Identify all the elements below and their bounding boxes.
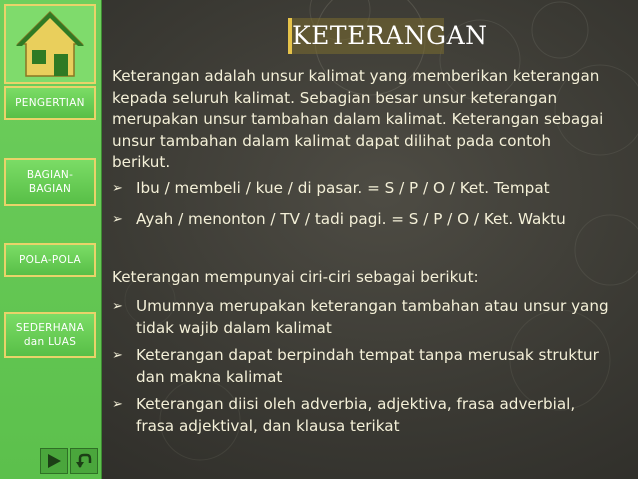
nav-pola-label: POLA-POLA <box>19 254 81 266</box>
trait-text-line2: tidak wajib dalam kalimat <box>136 318 332 337</box>
intro-line: berikut. <box>112 153 171 171</box>
bullet-arrow-icon: ➢ <box>112 180 123 196</box>
nav-pola-button[interactable] <box>4 243 96 277</box>
trait-text-line1: Keterangan diisi oleh adverbia, adjektiva, frasa adverbial, <box>136 395 576 413</box>
return-arrow-icon <box>75 452 93 470</box>
play-arrow-icon <box>45 452 63 470</box>
bullet-arrow-icon: ➢ <box>112 348 123 363</box>
trait-item <box>112 345 632 388</box>
intro-line: kepada seluruh kalimat. Sebagian besar unsur keterangan <box>112 88 558 107</box>
nav-bagian-label-line1: BAGIAN- <box>26 169 74 181</box>
nav-bagian-button[interactable] <box>4 158 96 206</box>
trait-item <box>112 296 632 339</box>
nav-sederhana-label-line2: dan LUAS <box>23 336 77 348</box>
next-slide-button[interactable] <box>40 448 68 474</box>
trait-text-line1: Keterangan dapat berpindah tempat tanpa merusak struktur <box>136 346 599 364</box>
example-text: Ayah / menonton / TV / tadi pagi. = S / P / O / Ket. Waktu <box>136 210 566 228</box>
example-item <box>112 209 632 231</box>
bullet-arrow-icon: ➢ <box>112 397 123 412</box>
nav-sederhana-button[interactable] <box>4 312 96 358</box>
example-item <box>112 178 632 200</box>
trait-text-line1: Umumnya merupakan keterangan tambahan atau unsur yang <box>136 297 609 315</box>
nav-bagian-label-line2: BAGIAN <box>28 183 72 195</box>
bullet-arrow-icon: ➢ <box>112 212 123 227</box>
example-text: Ibu / membeli / kue / di pasar. = S / P / O / Ket. Tempat <box>136 178 550 197</box>
sidebar <box>0 0 102 479</box>
nav-pengertian-button[interactable] <box>4 86 96 120</box>
intro-line: merupakan unsur tambahan dalam kalimat. Keterangan sebagai <box>112 110 604 128</box>
house-icon <box>6 6 94 82</box>
trait-text-line2: dan makna kalimat <box>136 367 283 386</box>
slide-navigation <box>40 448 98 474</box>
home-button[interactable] <box>4 4 96 84</box>
trait-text-line2: frasa adjektival, dan klausa terikat <box>136 416 400 435</box>
traits-heading: Keterangan mempunyai ciri-ciri sebagai berikut: <box>112 267 479 286</box>
nav-sederhana-label-line1: SEDERHANA <box>15 322 85 334</box>
return-button[interactable] <box>70 448 98 474</box>
intro-line: Keterangan adalah unsur kalimat yang memberikan keterangan <box>112 67 600 85</box>
intro-line: unsur tambahan dalam kalimat dapat dilihat pada contoh <box>112 131 552 150</box>
slide-title: KETERANGAN <box>288 18 448 54</box>
bullet-arrow-icon: ➢ <box>112 299 123 314</box>
slide-content <box>112 66 632 437</box>
trait-item <box>112 394 632 437</box>
nav-pengertian-label: PENGERTIAN <box>15 97 85 109</box>
